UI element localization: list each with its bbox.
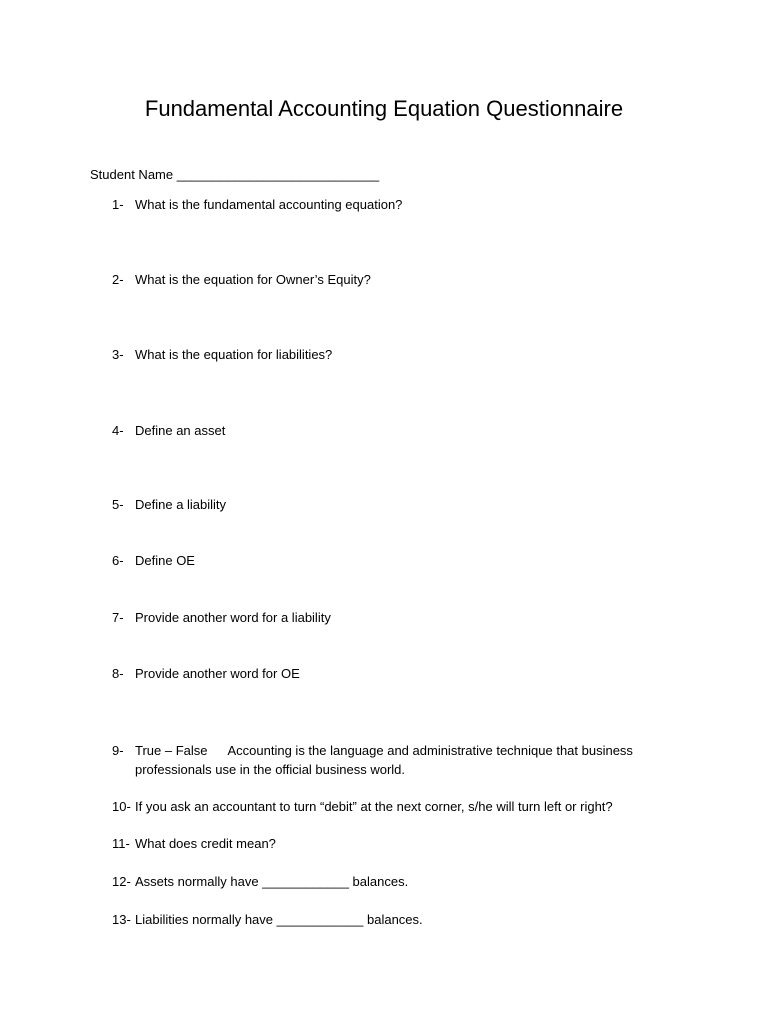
question-number: 7- xyxy=(112,610,124,625)
question-number: 6- xyxy=(112,553,124,568)
question-text: Provide another word for a liability xyxy=(135,610,331,625)
question-number: 9- xyxy=(112,743,124,758)
question-number: 11- xyxy=(112,836,130,851)
question-text: What is the equation for liabilities? xyxy=(135,347,333,362)
question-text: What does credit mean? xyxy=(135,836,276,851)
question-item xyxy=(112,551,635,570)
question-text: Assets normally have ____________ balances. xyxy=(135,874,409,889)
question-number: 2- xyxy=(112,272,124,287)
question-number: 5- xyxy=(112,497,124,512)
question-item xyxy=(112,664,635,683)
question-number: 3- xyxy=(112,347,124,362)
question-item xyxy=(112,872,635,891)
true-false-label: True – False xyxy=(135,743,208,758)
question-item xyxy=(112,345,635,364)
question-number: 1- xyxy=(112,197,124,212)
question-item xyxy=(112,608,635,627)
student-name-line: Student Name ____________________________ xyxy=(90,167,380,182)
question-number: 12- xyxy=(112,874,131,889)
question-item xyxy=(112,741,635,779)
question-text: Define an asset xyxy=(135,423,226,438)
question-item xyxy=(112,834,635,853)
question-number: 8- xyxy=(112,666,124,681)
question-text: Provide another word for OE xyxy=(135,666,300,681)
question-item xyxy=(112,797,635,816)
question-number: 13- xyxy=(112,912,131,927)
question-text: What is the fundamental accounting equation? xyxy=(135,197,403,212)
question-text: Define OE xyxy=(135,553,195,568)
question-text: What is the equation for Owner’s Equity? xyxy=(135,272,371,287)
question-item xyxy=(112,270,635,289)
question-item xyxy=(112,910,635,929)
question-item xyxy=(112,421,635,440)
question-text: Accounting is the language and administrative technique that business professionals use in the official business world. xyxy=(135,743,633,777)
question-text: If you ask an accountant to turn “debit” at the next corner, s/he will turn left or right? xyxy=(135,799,613,814)
question-number: 4- xyxy=(112,423,124,438)
page-title: Fundamental Accounting Equation Questionnaire xyxy=(144,96,624,121)
question-item xyxy=(112,495,635,514)
question-number: 10- xyxy=(112,799,131,814)
question-item xyxy=(112,195,635,214)
question-text: Liabilities normally have ____________ balances. xyxy=(135,912,423,927)
question-text: Define a liability xyxy=(135,497,227,512)
